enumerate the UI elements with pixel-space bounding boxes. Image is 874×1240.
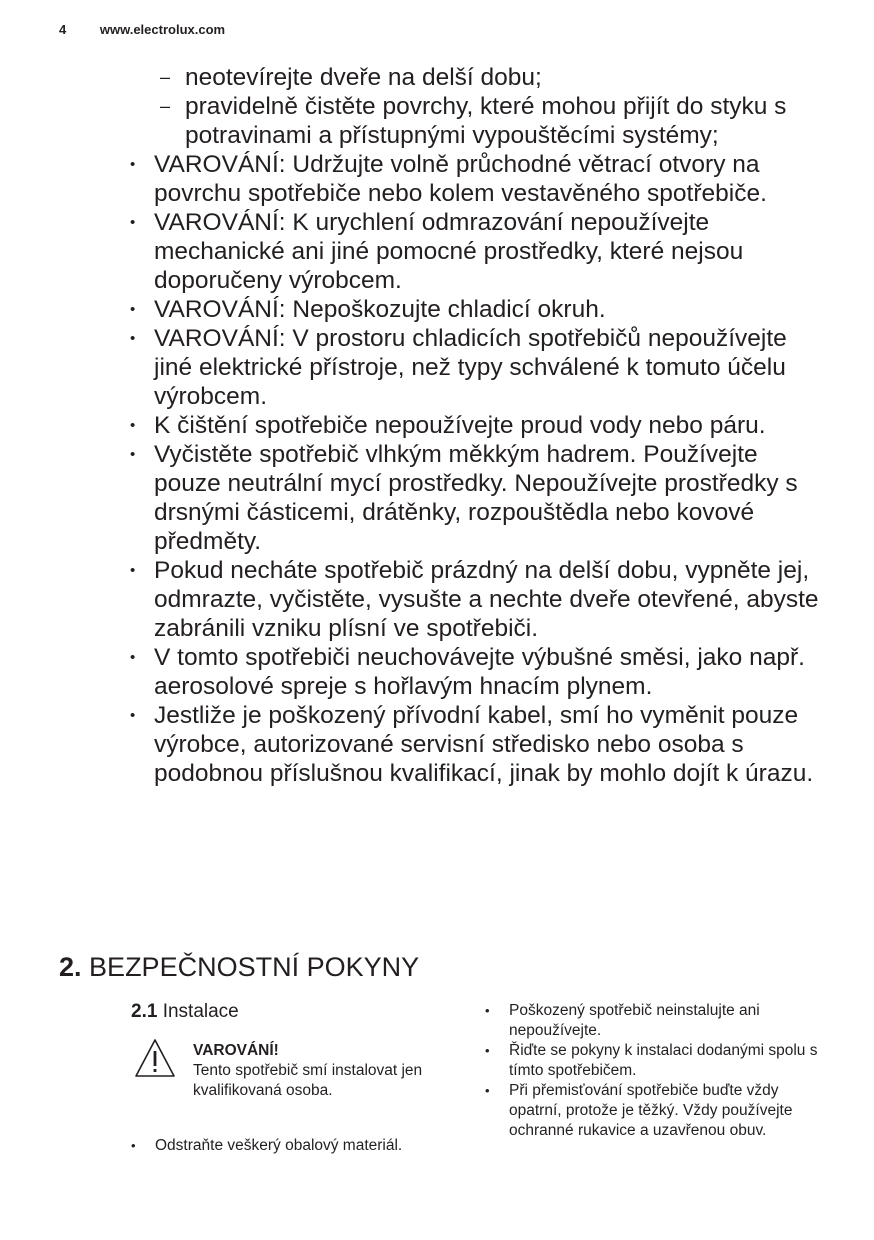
list-item: – pravidelně čistěte povrchy, které mohou přijít do styku s potravinami a přístupnými vypouštěcími systémy;	[130, 92, 830, 150]
warning-title: VAROVÁNÍ!	[193, 1042, 279, 1059]
list-item: • VAROVÁNÍ: K urychlení odmrazování nepoužívejte mechanické ani jiné pomocné prostředky, které nejsou doporučeny výrobcem.	[130, 208, 830, 295]
list-item: • VAROVÁNÍ: V prostoru chladicích spotřebičů nepoužívejte jiné elektrické přístroje, než typy schválené k tomuto účelu výrobcem.	[130, 324, 830, 411]
warning-box	[193, 1041, 423, 1101]
list-item: • Pokud necháte spotřebič prázdný na delší dobu, vypněte jej, odmrazte, vyčistěte, vysušte a nechte dveře otevřené, abyste zabránili vzniku plísní ve spotřebiči.	[130, 556, 830, 643]
section-heading	[59, 952, 419, 983]
installation-list-right	[485, 1001, 820, 1141]
site-url: www.electrolux.com	[99, 22, 226, 37]
list-item: • K čištění spotřebiče nepoužívejte proud vody nebo páru.	[130, 411, 830, 440]
warning-triangle-icon	[134, 1038, 176, 1080]
list-item: • Vyčistěte spotřebič vlhkým měkkým hadrem. Používejte pouze neutrální mycí prostředky. Nepoužívejte prostředky s drsnými částicemi, drátěnky, rozpouštědla nebo kovové předměty.	[130, 440, 830, 556]
list-item: • V tomto spotřebiči neuchovávejte výbušné směsi, jako např. aerosolové spreje s hořlavým hnacím plynem.	[130, 643, 830, 701]
page-number: 4	[59, 22, 67, 37]
page-header	[59, 22, 225, 37]
list-item: • Řiďte se pokyny k instalaci dodanými spolu s tímto spotřebičem.	[485, 1041, 820, 1081]
list-item: • Jestliže je poškozený přívodní kabel, smí ho vyměnit pouze výrobce, autorizované servisní středisko nebo osoba s podobnou příslušnou kvalifikací, jinak by mohlo dojít k úrazu.	[130, 701, 830, 788]
list-item: • Poškozený spotřebič neinstalujte ani nepoužívejte.	[485, 1001, 820, 1041]
installation-list-left	[131, 1136, 461, 1156]
safety-list	[130, 63, 830, 788]
subsection-title: Instalace	[162, 1001, 239, 1022]
list-item: • Při přemisťování spotřebiče buďte vždy opatrní, protože je těžký. Vždy používejte ochranné rukavice a uzavřenou obuv.	[485, 1081, 820, 1141]
list-item: – neotevírejte dveře na delší dobu;	[130, 63, 830, 92]
warning-text: Tento spotřebič smí instalovat jen kvalifikovaná osoba.	[193, 1062, 423, 1099]
section-title: BEZPEČNOSTNÍ POKYNY	[89, 952, 420, 982]
list-item: • VAROVÁNÍ: Udržujte volně průchodné větrací otvory na povrchu spotřebiče nebo kolem vestavěného spotřebiče.	[130, 150, 830, 208]
subsection-heading	[131, 1001, 239, 1023]
list-item: • Odstraňte veškerý obalový materiál.	[131, 1136, 461, 1156]
subsection-number: 2.1	[131, 1001, 158, 1022]
list-item: • VAROVÁNÍ: Nepoškozujte chladicí okruh.	[130, 295, 830, 324]
section-number: 2.	[59, 952, 82, 982]
